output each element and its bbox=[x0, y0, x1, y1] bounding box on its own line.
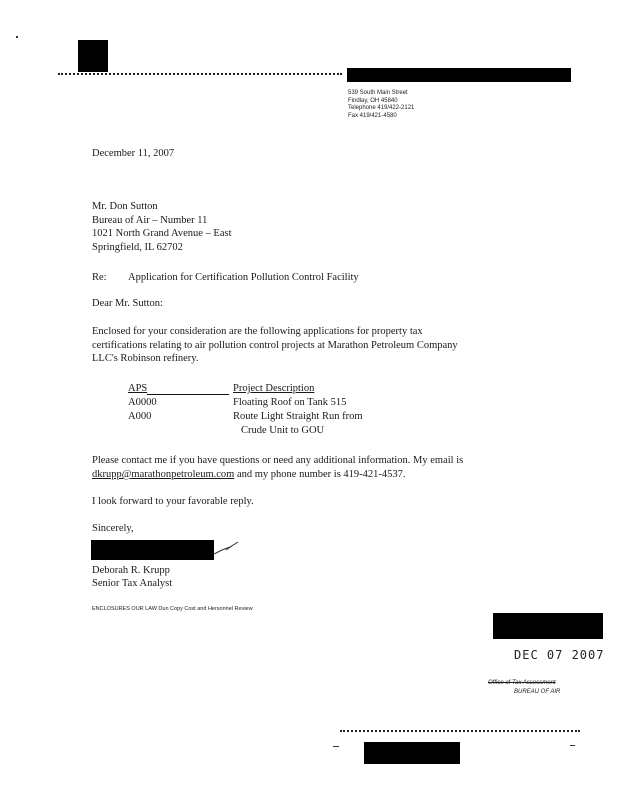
address-line: Findlay, OH 45840 bbox=[348, 97, 398, 104]
stamp-office: Office of Tax Assessment bbox=[488, 680, 556, 686]
recipient-line: Bureau of Air – Number 11 bbox=[92, 214, 208, 226]
footer-note: ENCLOSURES OUR LAW Dun Copy Cost and Hersonnel Review bbox=[92, 606, 253, 612]
signature-redaction bbox=[91, 540, 214, 560]
body-paragraph-1 bbox=[92, 325, 458, 366]
bottom-left-mark bbox=[333, 746, 339, 747]
stamp-date: DEC 07 2007 bbox=[514, 648, 605, 662]
recipient-line: Springfield, IL 62702 bbox=[92, 241, 183, 253]
corner-mark bbox=[16, 36, 18, 38]
bottom-scan-line bbox=[340, 730, 580, 732]
re-subject: Application for Certification Pollution Control Facility bbox=[128, 272, 359, 283]
body-line: certifications relating to air pollution control projects at Marathon Petroleum Company bbox=[92, 339, 458, 351]
recipient-block bbox=[92, 200, 231, 254]
table-row-1-aps: A0000 bbox=[128, 397, 157, 408]
re-label: Re: bbox=[92, 272, 107, 283]
bottom-redaction bbox=[364, 742, 460, 764]
table-row-2-desc: Route Light Straight Run from bbox=[233, 411, 363, 422]
closing-line: I look forward to your favorable reply. bbox=[92, 496, 254, 507]
letterhead-logo-redaction bbox=[78, 40, 108, 72]
letter-date: December 11, 2007 bbox=[92, 148, 175, 159]
signoff: Sincerely, bbox=[92, 523, 134, 534]
address-line: Fax 419/421-4580 bbox=[348, 112, 397, 119]
salutation: Dear Mr. Sutton: bbox=[92, 298, 163, 309]
contact-line-2 bbox=[92, 468, 406, 482]
recipient-line: Mr. Don Sutton bbox=[92, 201, 158, 212]
bottom-right-mark bbox=[570, 745, 575, 746]
signer-title: Senior Tax Analyst bbox=[92, 578, 173, 589]
signature-stroke bbox=[212, 538, 242, 558]
letterhead-name-redaction bbox=[347, 68, 571, 82]
table-row-2-aps: A000 bbox=[128, 411, 152, 422]
phone-text: and my phone number is 419-421-4537. bbox=[234, 469, 406, 480]
email-link[interactable]: dkrupp@marathonpetroleum.com bbox=[92, 469, 235, 480]
contact-line: Please contact me if you have questions or need any additional information. My email is bbox=[92, 455, 464, 466]
table-row-2-desc-cont: Crude Unit to GOU bbox=[241, 425, 325, 436]
table-row-1-desc: Floating Roof on Tank 515 bbox=[233, 397, 347, 408]
body-line: Enclosed for your consideration are the following applications for property tax bbox=[92, 326, 423, 337]
table-header-underline bbox=[147, 394, 229, 395]
body-line: LLC's Robinson refinery. bbox=[92, 353, 199, 364]
recipient-line: 1021 North Grand Avenue – East bbox=[92, 228, 232, 239]
table-header-description: Project Description bbox=[233, 383, 315, 394]
address-line: 539 South Main Street bbox=[348, 90, 408, 96]
letterhead-divider bbox=[58, 73, 342, 75]
stamp-header-redaction bbox=[493, 613, 603, 639]
address-line: Telephone 419/422-2121 bbox=[348, 105, 415, 111]
signer-name: Deborah R. Krupp bbox=[92, 565, 170, 576]
stamp-bureau: BUREAU OF AIR bbox=[514, 689, 561, 695]
letterhead-address bbox=[348, 90, 414, 120]
table-header-aps: APS bbox=[128, 383, 148, 394]
